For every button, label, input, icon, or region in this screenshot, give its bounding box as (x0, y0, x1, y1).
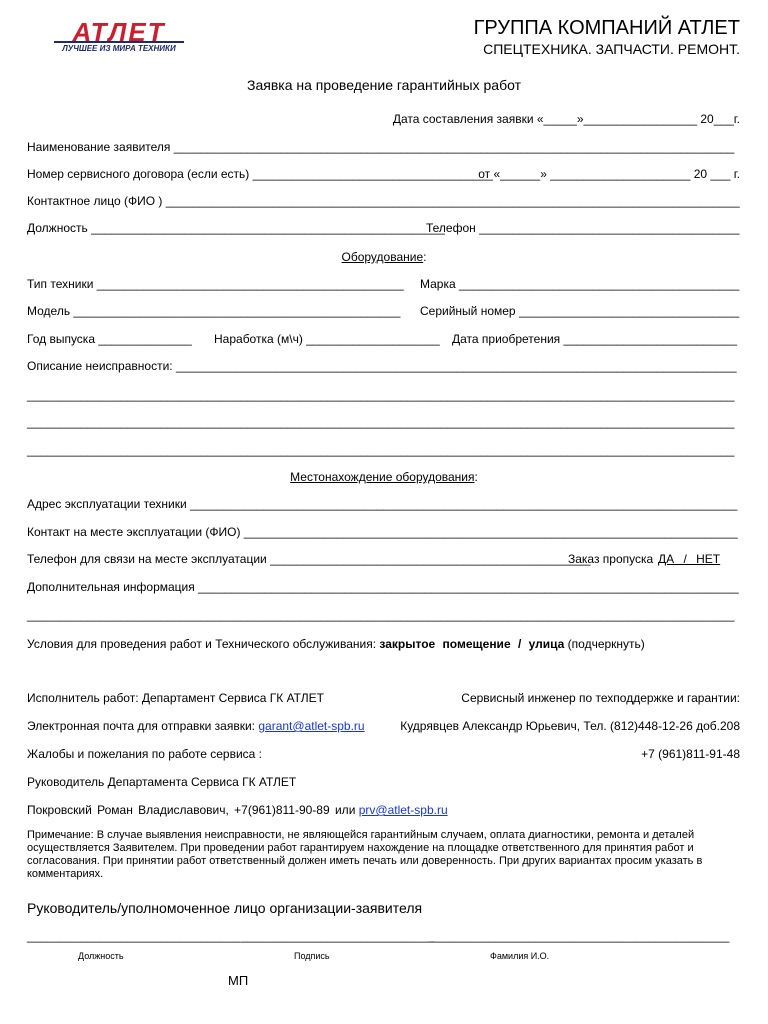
location-heading-colon: : (474, 470, 478, 484)
signature-name-label: Фамилия И.О. (490, 951, 550, 961)
operation-address-field[interactable]: Адрес эксплуатации техники __________________________________________________________________________________ (27, 497, 738, 511)
fault-blank-line[interactable]: __________________________________________________________________________________________________________ (27, 415, 735, 429)
serial-number-field[interactable]: Серийный номер _________________________________ (420, 304, 740, 318)
additional-info-field[interactable]: Дополнительная информация _________________________________________________________________________________ (27, 580, 739, 594)
head-email-link[interactable]: prv@atlet-spb.ru (358, 803, 448, 817)
equipment-heading-colon: : (423, 250, 427, 264)
position-field[interactable]: Должность _____________________________________________________ (27, 221, 445, 235)
department-head-name: Покровский Роман Владиславович, +7(961)811-90-89 или (27, 803, 356, 817)
equipment-model-field[interactable]: Модель _________________________________________________ (27, 304, 401, 318)
equipment-brand-field[interactable]: Марка __________________________________________ (420, 277, 740, 291)
stamp-label: МП (228, 973, 249, 988)
applicant-name-field[interactable]: Наименование заявителя ____________________________________________________________________________________ (27, 140, 735, 154)
department-head-line (27, 803, 448, 817)
purchase-date-field[interactable]: Дата приобретения __________________________ (452, 332, 737, 346)
executor-text: Исполнитель работ: Департамент Сервиса ГК АТЛЕТ (27, 691, 324, 705)
signature-sign-line[interactable]: _____________________________ (241, 929, 435, 943)
work-conditions (27, 637, 645, 651)
document-title: Заявка на проведение гарантийных работ (247, 77, 521, 93)
email-label: Электронная почта для отправки заявки: (27, 719, 256, 733)
operating-hours-field[interactable]: Наработка (м\ч) ____________________ (214, 332, 440, 346)
fault-blank-line[interactable]: __________________________________________________________________________________________________________ (27, 388, 735, 402)
onsite-contact-field[interactable]: Контакт на месте эксплуатации (ФИО) __________________________________________________________________________ (27, 525, 738, 539)
signature-heading: Руководитель/уполномоченное лицо организации-заявителя (27, 900, 423, 916)
contact-person-field[interactable]: Контактное лицо (ФИО ) ______________________________________________________________________________________ (27, 194, 740, 208)
pass-order-options[interactable]: ДА / НЕТ (658, 552, 721, 566)
email-line (27, 719, 365, 733)
location-heading (0, 470, 768, 484)
department-head-title: Руководитель Департамента Сервиса ГК АТЛЕТ (27, 775, 297, 789)
location-heading-text: Местонахождение оборудования (290, 470, 475, 484)
year-field[interactable]: Год выпуска ______________ (27, 332, 192, 346)
contract-number-field[interactable]: Номер сервисного договора (если есть) ____________________________________ (27, 167, 493, 181)
logo-tagline: ЛУЧШЕЕ ИЗ МИРА ТЕХНИКИ (54, 41, 184, 54)
work-conditions-hint: (подчеркнуть) (567, 637, 645, 651)
equipment-type-field[interactable]: Тип техники ______________________________________________ (27, 277, 404, 291)
company-name: ГРУППА КОМПАНИЙ АТЛЕТ (473, 17, 740, 39)
equipment-heading-text: Оборудование (341, 250, 424, 264)
engineer-mobile: +7 (961)811-91-48 (641, 747, 740, 761)
work-conditions-label: Условия для проведения работ и Технического обслуживания: (27, 637, 377, 651)
company-subtitle: СПЕЦТЕХНИКА. ЗАПЧАСТИ. РЕМОНТ. (483, 41, 740, 57)
fault-description-field[interactable]: Описание неисправности: ____________________________________________________________________________________ (27, 359, 737, 373)
contract-date-field[interactable]: от «______» _____________________ 20 ___ г. (478, 167, 740, 181)
engineer-contact: Кудрявцев Александр Юрьевич, Тел. (812)448-12-26 доб.208 (400, 719, 740, 733)
note-text: Примечание: В случае выявления неисправности, не являющейся гарантийным случаем, оплата диагностики, ремонта и деталей осуществляется Заявителем. При проведении работ гарантируем нахождение на площадке ответственного для принятия работ и согласования. При принятии работ ответственный должен иметь печать или доверенность. При других вариантах просим указать в комментариях. (27, 829, 703, 880)
equipment-heading (0, 250, 768, 264)
company-logo (52, 19, 186, 51)
signature-sign-label: Подпись (294, 951, 330, 961)
phone-field[interactable]: Телефон _______________________________________ (426, 221, 740, 235)
signature-position-line[interactable]: ________________________________ (27, 929, 241, 943)
complaints-label: Жалобы и пожелания по работе сервиса : (27, 747, 263, 761)
additional-info-blank-line[interactable]: __________________________________________________________________________________________________________ (27, 608, 735, 622)
onsite-phone-field[interactable]: Телефон для связи на месте эксплуатации ________________________________________________ (27, 552, 591, 566)
signature-position-label: Должность (78, 951, 124, 961)
signature-name-line[interactable]: _____________________________________________ (429, 929, 730, 943)
date-field[interactable]: Дата составления заявки «_____»_________________ 20___г. (392, 112, 740, 126)
fault-blank-line[interactable]: __________________________________________________________________________________________________________ (27, 443, 735, 457)
work-conditions-options[interactable]: закрытое помещение / улица (379, 637, 565, 651)
logo-wordmark: АТЛЕТ (72, 17, 166, 47)
engineer-title: Сервисный инженер по техподдержке и гарантии: (461, 691, 740, 705)
pass-order-label: Заказ пропуска (568, 552, 654, 566)
garant-email-link[interactable]: garant@atlet-spb.ru (258, 719, 365, 733)
